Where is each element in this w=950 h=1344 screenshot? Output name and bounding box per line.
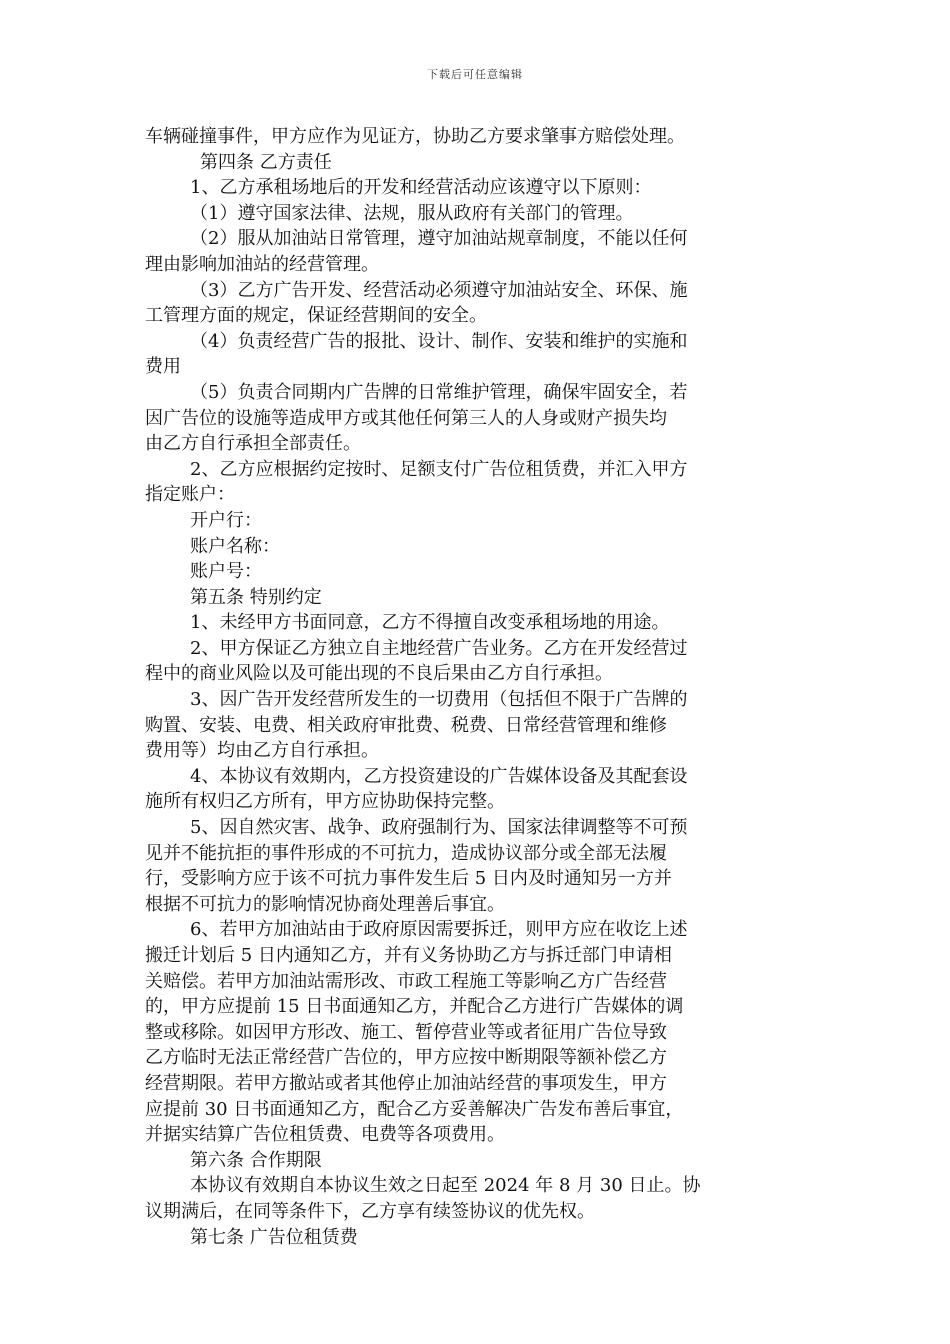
text-line: 根据不可抗力的影响情况协商处理善后事宜。 bbox=[145, 893, 505, 915]
text-line: 第七条 广告位租赁费 bbox=[190, 1226, 358, 1248]
text-line: 第六条 合作期限 bbox=[190, 1149, 322, 1171]
text-line: 3、因广告开发经营所发生的一切费用（包括但不限于广告牌的 bbox=[190, 689, 688, 711]
text-line: 5、因自然灾害、战争、政府强制行为、国家法律调整等不可预 bbox=[190, 817, 688, 839]
text-line: 第五条 特别约定 bbox=[190, 586, 322, 608]
text-line: 开户行： bbox=[190, 509, 262, 531]
text-line: 的，甲方应提前 15 日书面通知乙方，并配合乙方进行广告媒体的调 bbox=[145, 996, 684, 1018]
page-header: 下载后可任意编辑 bbox=[427, 68, 523, 81]
text-line: 并据实结算广告位租赁费、电费等各项费用。 bbox=[145, 1124, 505, 1146]
text-line: 经营期限。若甲方撤站或者其他停止加油站经营的事项发生，甲方 bbox=[145, 1072, 667, 1094]
text-line: 购置、安装、电费、相关政府审批费、税费、日常经营管理和维修 bbox=[145, 714, 667, 736]
text-line: 6、若甲方加油站由于政府原因需要拆迁，则甲方应在收讫上述 bbox=[190, 919, 688, 941]
text-line: 由乙方自行承担全部责任。 bbox=[145, 433, 361, 455]
text-line: 议期满后，在同等条件下，乙方享有续签协议的优先权。 bbox=[145, 1200, 595, 1222]
text-line: 第四条 乙方责任 bbox=[200, 151, 332, 173]
document-body bbox=[145, 124, 810, 1250]
text-line: 2、甲方保证乙方独立自主地经营广告业务。乙方在开发经营过 bbox=[190, 637, 688, 659]
text-line: 指定账户： bbox=[145, 484, 235, 506]
text-line: 关赔偿。若甲方加油站需形改、市政工程施工等影响乙方广告经营 bbox=[145, 970, 667, 992]
text-line: （3）乙方广告开发、经营活动必须遵守加油站安全、环保、施 bbox=[190, 279, 688, 301]
text-line: 应提前 30 日书面通知乙方，配合乙方妥善解决广告发布善后事宜， bbox=[145, 1098, 684, 1120]
text-line: （4）负责经营广告的报批、设计、制作、安装和维护的实施和 bbox=[190, 330, 688, 352]
text-line: 因广告位的设施等造成甲方或其他任何第三人的人身或财产损失均 bbox=[145, 407, 667, 429]
text-line: 1、乙方承租场地后的开发和经营活动应该遵守以下原则： bbox=[190, 177, 652, 199]
text-line: 车辆碰撞事件，甲方应作为见证方，协助乙方要求肇事方赔偿处理。 bbox=[145, 126, 685, 147]
text-line: 见并不能抗拒的事件形成的不可抗力，造成协议部分或全部无法履 bbox=[145, 842, 667, 864]
text-line: 行，受影响方应于该不可抗力事件发生后 5 日内及时通知另一方并 bbox=[145, 868, 672, 890]
text-line: 账户号： bbox=[190, 561, 262, 583]
text-line: 施所有权归乙方所有，甲方应协助保持完整。 bbox=[145, 791, 505, 813]
text-line: 2、乙方应根据约定按时、足额支付广告位租赁费，并汇入甲方 bbox=[190, 458, 688, 480]
text-line: 费用等）均由乙方自行承担。 bbox=[145, 740, 379, 762]
text-line: （2）服从加油站日常管理，遵守加油站规章制度，不能以任何 bbox=[190, 228, 688, 250]
text-line: 费用 bbox=[145, 356, 181, 378]
text-line: （1）遵守国家法律、法规，服从政府有关部门的管理。 bbox=[190, 202, 634, 224]
text-line: 账户名称： bbox=[190, 535, 280, 557]
text-line: 1、未经甲方书面同意，乙方不得擅自改变承租场地的用途。 bbox=[190, 612, 670, 634]
text-line: 4、本协议有效期内，乙方投资建设的广告媒体设备及其配套设 bbox=[190, 765, 688, 787]
text-line: 搬迁计划后 5 日内通知乙方，并有义务协助乙方与拆迁部门申请相 bbox=[145, 945, 672, 966]
text-line: 整或移除。如因甲方形改、施工、暂停营业等或者征用广告位导致 bbox=[145, 1021, 667, 1043]
text-line: 理由影响加油站的经营管理。 bbox=[145, 253, 379, 275]
text-line: （5）负责合同期内广告牌的日常维护管理，确保牢固安全，若 bbox=[190, 381, 688, 403]
text-line: 程中的商业风险以及可能出现的不良后果由乙方自行承担。 bbox=[145, 663, 613, 685]
text-line: 本协议有效期自本协议生效之日起至 2024 年 8 月 30 日止。协 bbox=[190, 1175, 701, 1197]
text-line: 工管理方面的规定，保证经营期间的安全。 bbox=[145, 305, 487, 327]
text-line: 乙方临时无法正常经营广告位的，甲方应按中断期限等额补偿乙方 bbox=[145, 1047, 667, 1069]
